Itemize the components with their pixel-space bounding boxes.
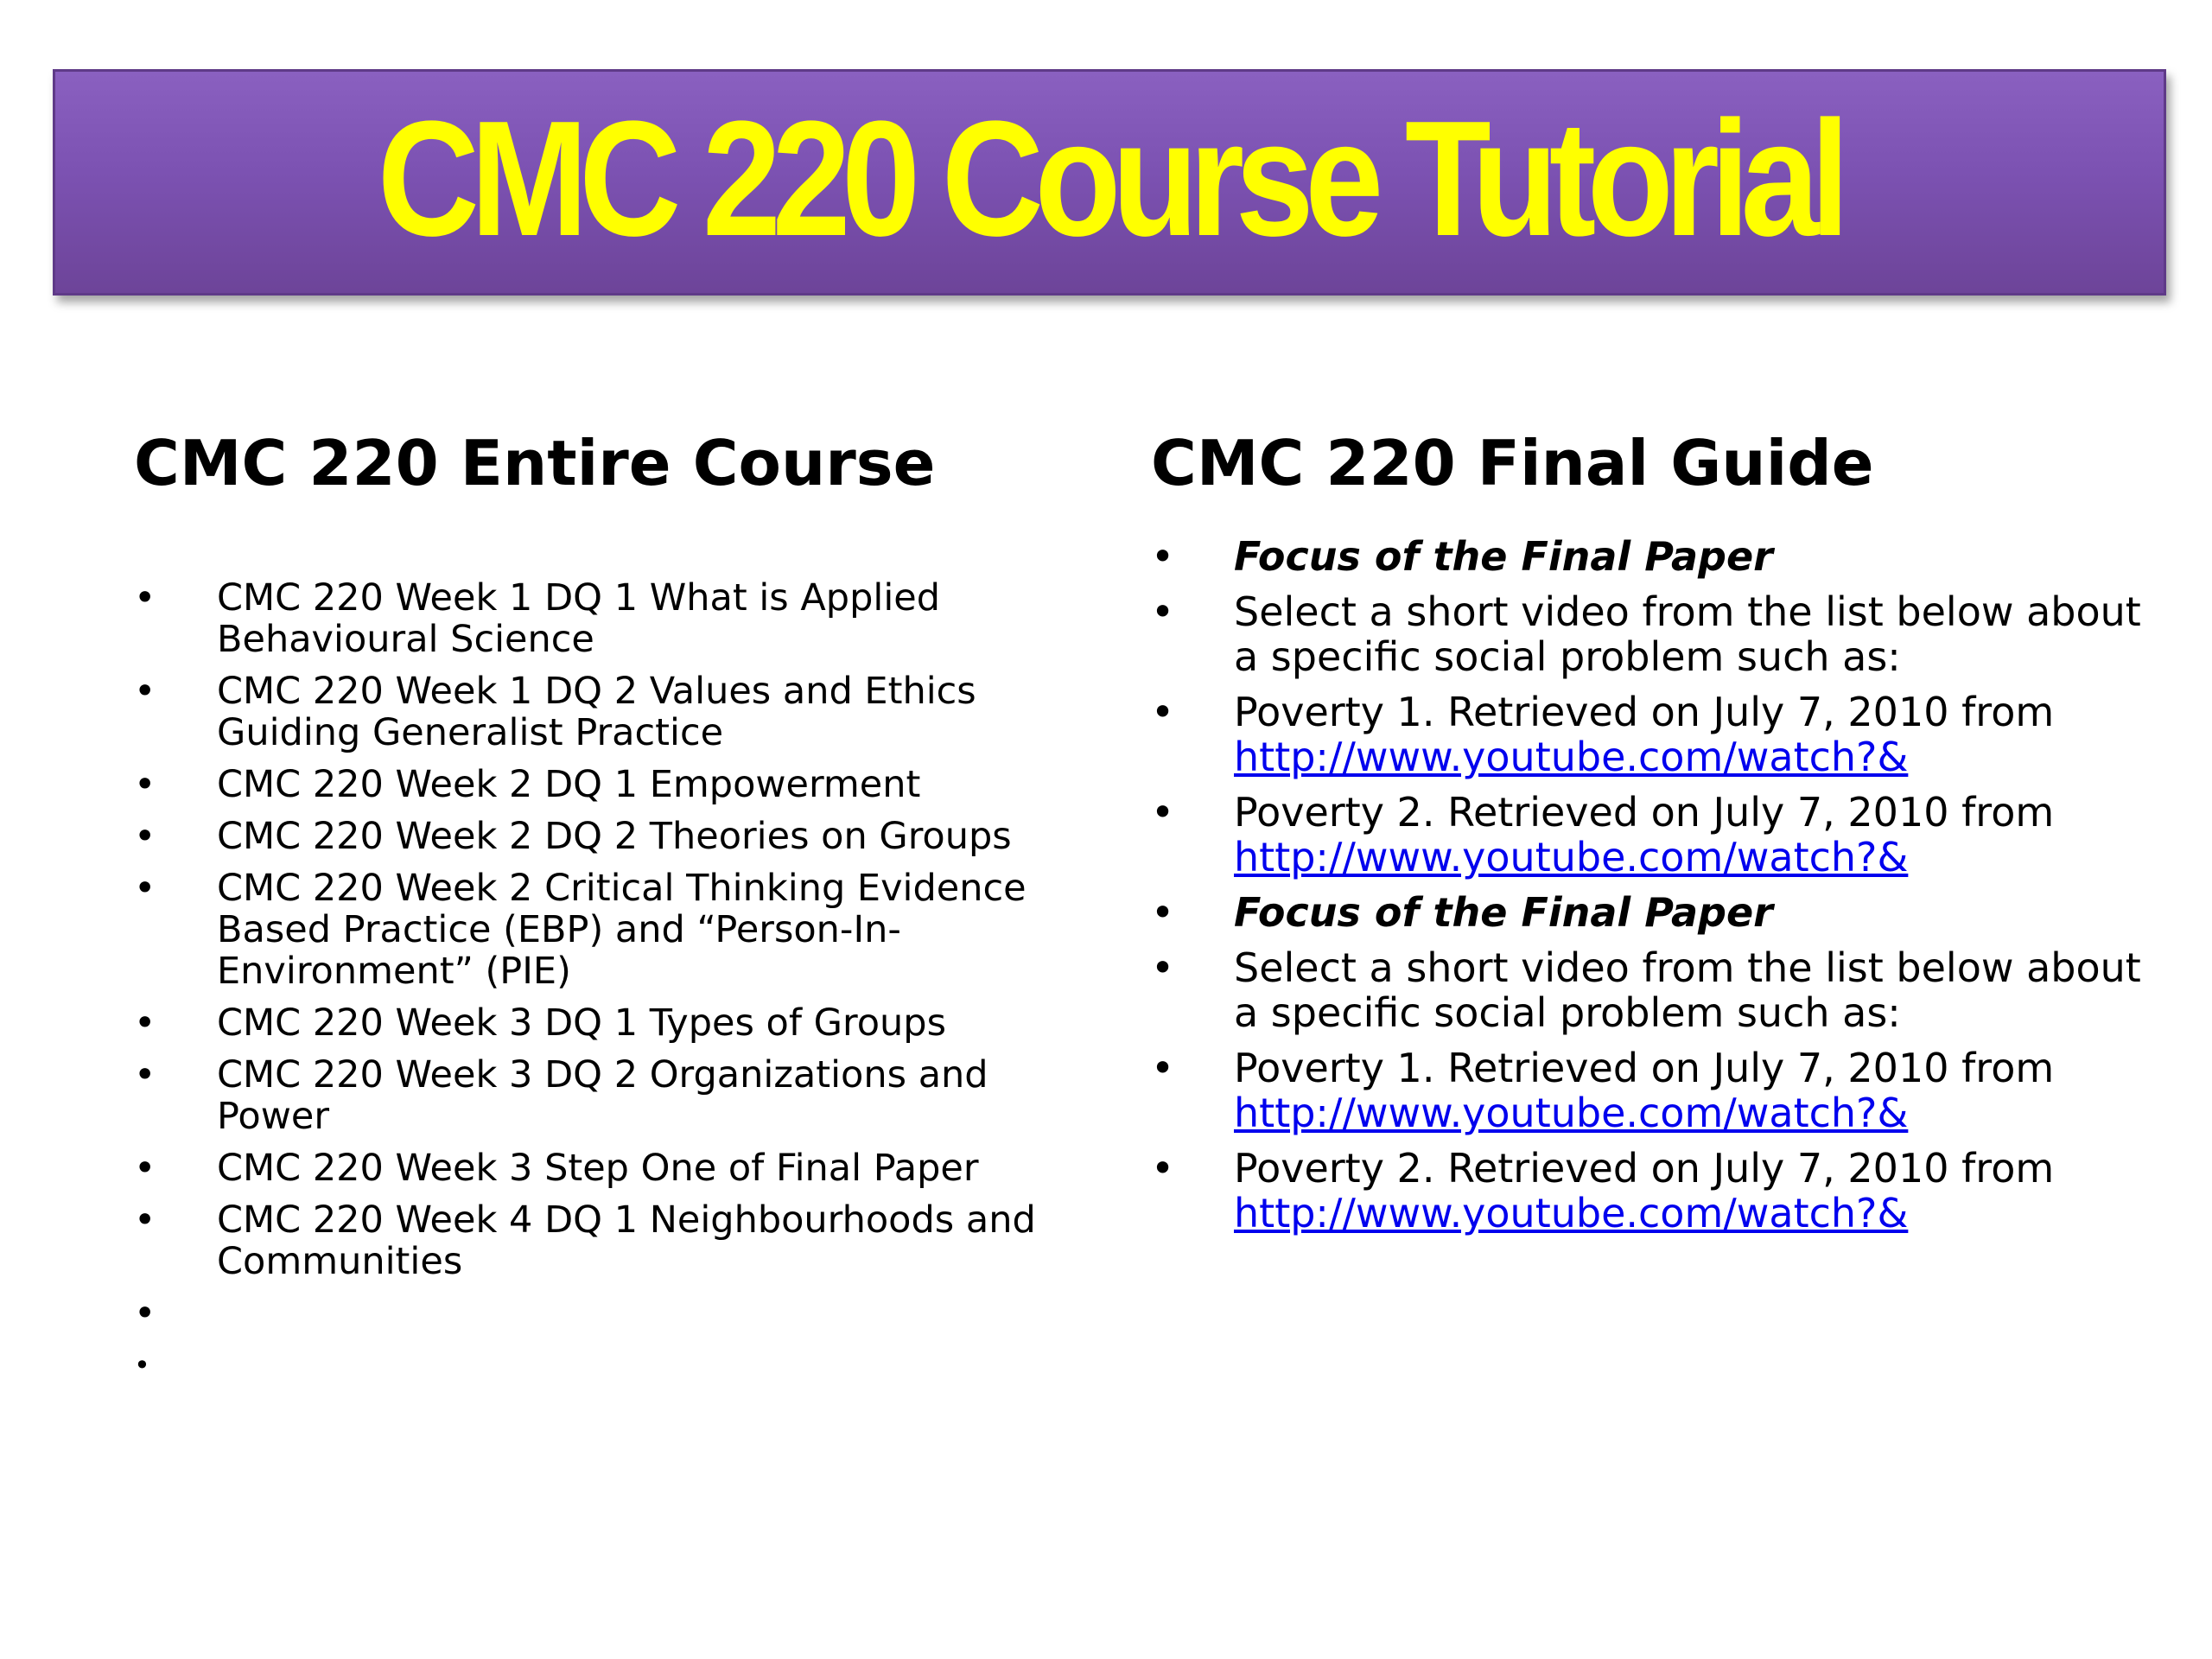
empty-list-item — [134, 1344, 1110, 1386]
bullet: • — [1151, 1045, 1175, 1091]
list-item-text: Poverty 1. Retrieved on July 7, 2010 from — [1234, 1045, 2055, 1091]
list-item-text: Poverty 1. Retrieved on July 7, 2010 from — [1234, 689, 2055, 735]
right-heading: CMC 220 Final Guide — [1151, 427, 1874, 499]
bullet: • — [1151, 944, 1175, 991]
bullet: • — [1151, 689, 1175, 735]
list-item-text: CMC 220 Week 3 DQ 2 Organizations and Power — [217, 1053, 988, 1138]
list-item — [1151, 589, 2145, 679]
list-item-text: Select a short video from the list below about a specific social problem such as: — [1234, 588, 2141, 680]
bullet: • — [134, 1349, 150, 1382]
list-item-text: CMC 220 Week 3 DQ 1 Types of Groups — [217, 1001, 946, 1045]
list-item — [134, 1199, 1110, 1282]
list-item — [134, 671, 1110, 753]
list-item — [1151, 890, 2145, 935]
list-item — [1151, 945, 2145, 1035]
list-item-text: CMC 220 Week 3 Step One of Final Paper — [217, 1147, 979, 1190]
list-item — [1151, 790, 2145, 880]
list-item — [134, 1002, 1110, 1044]
empty-list-item — [134, 1293, 1110, 1334]
list-item-text: CMC 220 Week 4 DQ 1 Neighbourhoods and Communities — [217, 1198, 1036, 1283]
list-item — [134, 764, 1110, 805]
bullet: • — [134, 1053, 156, 1096]
bullet: • — [1151, 533, 1175, 580]
bullet: • — [134, 815, 156, 858]
bullet: • — [134, 670, 156, 713]
bullet: • — [134, 763, 156, 806]
list-item-text: CMC 220 Week 1 DQ 2 Values and Ethics Guiding Generalist Practice — [217, 670, 976, 754]
focus-heading: Focus of the Final Paper — [1234, 889, 1773, 936]
youtube-link[interactable]: http://www.youtube.com/watch?& — [1234, 834, 1909, 880]
list-item-text: Select a short video from the list below about a specific social problem such as: — [1234, 944, 2141, 1036]
bullet: • — [134, 1001, 156, 1045]
bullet: • — [134, 1147, 156, 1190]
focus-heading: Focus of the Final Paper — [1234, 533, 1773, 580]
left-heading: CMC 220 Entire Course — [134, 427, 936, 499]
bullet: • — [134, 1198, 156, 1242]
youtube-link[interactable]: http://www.youtube.com/watch?& — [1234, 1190, 1909, 1236]
bullet: • — [1151, 588, 1175, 635]
bullet: • — [134, 867, 156, 910]
bullet: • — [1151, 889, 1175, 936]
list-item-text: Poverty 2. Retrieved on July 7, 2010 from — [1234, 789, 2055, 836]
list-item-text: CMC 220 Week 2 Critical Thinking Evidence Based Practice (EBP) and “Person-In-Environment” (PIE) — [217, 867, 1027, 993]
page-title: CMC 220 Course Tutorial — [378, 87, 1841, 270]
list-item — [1151, 1146, 2145, 1236]
bullet: • — [1151, 789, 1175, 836]
guide-list — [1151, 534, 2145, 1246]
youtube-link[interactable]: http://www.youtube.com/watch?& — [1234, 1090, 1909, 1136]
list-item — [1151, 690, 2145, 779]
list-item — [1151, 1046, 2145, 1135]
list-item-text: Poverty 2. Retrieved on July 7, 2010 from — [1234, 1145, 2055, 1192]
youtube-link[interactable]: http://www.youtube.com/watch?& — [1234, 734, 1909, 780]
list-item — [134, 1147, 1110, 1189]
bullet: • — [1151, 1145, 1175, 1192]
list-item — [134, 577, 1110, 660]
list-item — [134, 1054, 1110, 1137]
list-item — [134, 816, 1110, 857]
list-item — [1151, 534, 2145, 579]
list-item-text: CMC 220 Week 1 DQ 1 What is Applied Behavioural Science — [217, 576, 941, 661]
list-item-text: CMC 220 Week 2 DQ 2 Theories on Groups — [217, 815, 1012, 858]
course-list — [134, 577, 1110, 1396]
bullet: • — [134, 1292, 156, 1335]
list-item — [134, 868, 1110, 992]
title-banner — [53, 69, 2166, 296]
bullet: • — [134, 576, 156, 620]
list-item-text: CMC 220 Week 2 DQ 1 Empowerment — [217, 763, 921, 806]
